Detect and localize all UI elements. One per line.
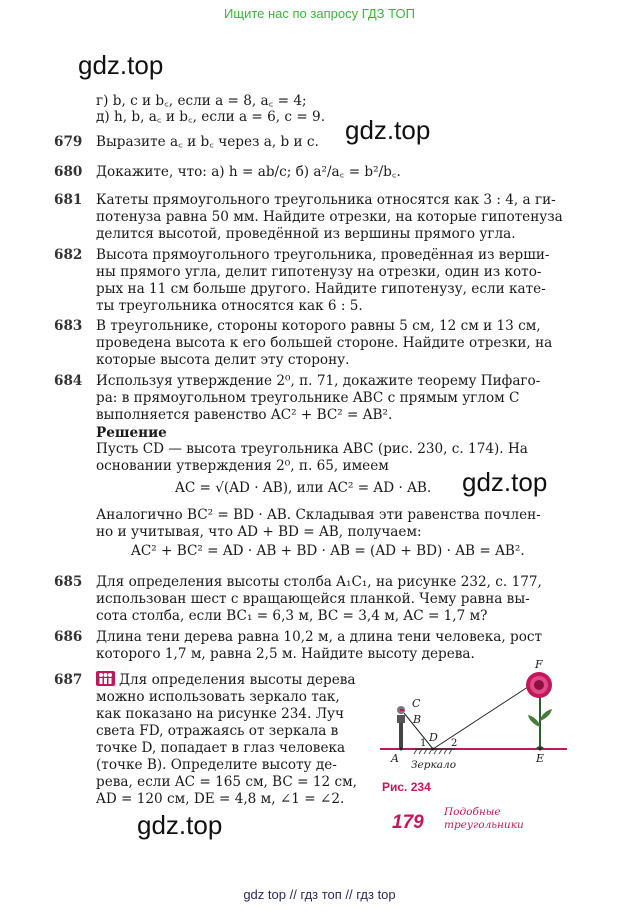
- problem-number: 682: [54, 247, 83, 263]
- text-line: как показано на рисунке 234. Луч: [96, 706, 345, 722]
- problem-682-text: [96, 247, 550, 315]
- problem-684-text: [96, 373, 541, 424]
- bottom-banner[interactable]: gdz top // гдз топ // гдз top: [243, 887, 396, 902]
- ray-df: [433, 681, 537, 749]
- problem-number: 684: [54, 373, 83, 389]
- problem-681-text: [96, 192, 563, 243]
- label-a: A: [391, 752, 399, 765]
- tree-figure: [526, 672, 552, 749]
- label-e: E: [536, 752, 545, 765]
- text-line: ны прямого угла, делит гипотенузу на отрезки, один из кото-: [96, 264, 542, 280]
- text-line: Для определения высоты дерева: [119, 672, 356, 688]
- problem-687-text: [119, 672, 374, 689]
- text-line: Катеты прямоугольного треугольника относятся как 3 : 4, а ги-: [96, 192, 556, 208]
- problem-number: 687: [54, 672, 83, 688]
- watermark-2: gdz.top: [345, 115, 431, 145]
- text-line: Для определения высоты столба A₁C₁, на рисунке 232, с. 177,: [96, 574, 542, 590]
- label-c: C: [412, 697, 421, 710]
- formula-1: AC = √(AD · AB), или AC² = AD · AB.: [175, 480, 432, 496]
- text-line: которые высота делит эту сторону.: [96, 352, 350, 368]
- text-line: AD = 120 см, DE = 4,8 м, ∠1 = ∠2.: [96, 791, 345, 807]
- text-line: выполняется равенство AC² + BC² = AB².: [96, 407, 393, 423]
- text-line: основании утверждения 2⁰, п. 65, имеем: [96, 458, 389, 474]
- problem-685-text: [96, 574, 541, 625]
- problem-number: 679: [54, 134, 83, 150]
- problem-number: 685: [54, 574, 83, 590]
- text-line: света FD, отражаясь от зеркала в: [96, 723, 339, 739]
- problem-683-text: [96, 318, 553, 369]
- problem-number: 683: [54, 318, 83, 334]
- label-angle-2: 2: [451, 738, 458, 749]
- figure-caption: Рис. 234: [382, 780, 431, 794]
- page-section: [444, 806, 524, 832]
- label-f: F: [535, 658, 543, 671]
- text-line: делится высотой, проведённой из вершины прямого угла.: [96, 226, 516, 242]
- text-line: проведена высота к его большей стороне. Найдите отрезки, на: [96, 335, 553, 351]
- section-line: Подобные: [444, 806, 501, 818]
- solution-text: [96, 441, 541, 475]
- text-line: Аналогично BC² = BD · AB. Складывая эти равенства почлен-: [96, 507, 541, 523]
- text-line: ты треугольника относятся как 6 : 5.: [96, 298, 363, 314]
- text-line: ра: в прямоугольном треугольнике ABC с прямым углом C: [96, 390, 520, 406]
- problem-678-item-d: д) h, b, a꜀ и b꜀, если a = 6, c = 9.: [96, 109, 326, 125]
- watermark-3: gdz.top: [462, 467, 548, 497]
- text-line: использован шест с вращающейся планкой. Чему равна вы-: [96, 591, 530, 607]
- section-line: треугольники: [444, 819, 524, 831]
- problem-687-text-cont: [96, 689, 366, 808]
- text-line: В треугольнике, стороны которого равны 5 см, 12 см и 13 см,: [96, 318, 541, 334]
- text-line: можно использовать зеркало так,: [96, 689, 340, 705]
- text-line: потенуза равна 50 мм. Найдите отрезки, на которые гипотенуза: [96, 209, 563, 225]
- problem-678-item-g: г) b, c и b꜀, если a = 8, a꜀ = 4;: [96, 93, 307, 109]
- formula-2: AC² + BC² = AD · AB + BD · AB = (AD + BD) · AB = AB².: [131, 543, 525, 559]
- solution-title: Решение: [96, 425, 167, 441]
- text-line: Высота прямоугольного треугольника, проведённая из верши-: [96, 247, 550, 263]
- watermark-4: gdz.top: [137, 810, 223, 840]
- figure-234: [375, 657, 575, 777]
- text-line: Длина тени дерева равна 10,2 м, а длина тени человека, рост: [96, 629, 543, 645]
- page-number: 179: [392, 812, 424, 833]
- text-line: которого 1,7 м, равна 2,5 м. Найдите высоту дерева.: [96, 646, 475, 662]
- problem-number: 680: [54, 164, 83, 180]
- text-line: Используя утверждение 2⁰, п. 71, докажите теорему Пифаго-: [96, 373, 541, 389]
- label-d: D: [429, 731, 438, 744]
- solution-text-2: [96, 507, 541, 541]
- text-line: (точке B). Определите высоту де-: [96, 757, 337, 773]
- label-angle-1: 1: [420, 738, 427, 749]
- label-mirror: Зеркало: [411, 759, 457, 771]
- label-b: B: [413, 713, 422, 726]
- person-figure: [397, 706, 405, 749]
- problem-number: 686: [54, 629, 83, 645]
- watermark-1: gdz.top: [78, 50, 164, 80]
- problem-number: 681: [54, 192, 83, 208]
- text-line: рых на 11 см больше другого. Найдите гипотенузу, если кате-: [96, 281, 546, 297]
- group-work-icon: [96, 671, 115, 686]
- text-line: Пусть CD — высота треугольника ABC (рис. 230, с. 174). На: [96, 441, 528, 457]
- text-line: но и учитывая, что AD + BD = AB, получаем:: [96, 524, 422, 540]
- problem-680-text: Докажите, что: а) h = ab/c; б) a²/a꜀ = b²/b꜀.: [96, 164, 401, 180]
- text-line: сота столба, если BC₁ = 6,3 м, BC = 3,4 м, AC = 1,7 м?: [96, 608, 488, 624]
- problem-679-text: Выразите a꜀ и b꜀ через a, b и c.: [96, 134, 319, 150]
- text-line: точке D, попадает в глаз человека: [96, 740, 346, 756]
- top-banner[interactable]: Ищите нас по запросу ГДЗ ТОП: [224, 6, 415, 21]
- text-line: рева, если AC = 165 см, BC = 12 см,: [96, 774, 357, 790]
